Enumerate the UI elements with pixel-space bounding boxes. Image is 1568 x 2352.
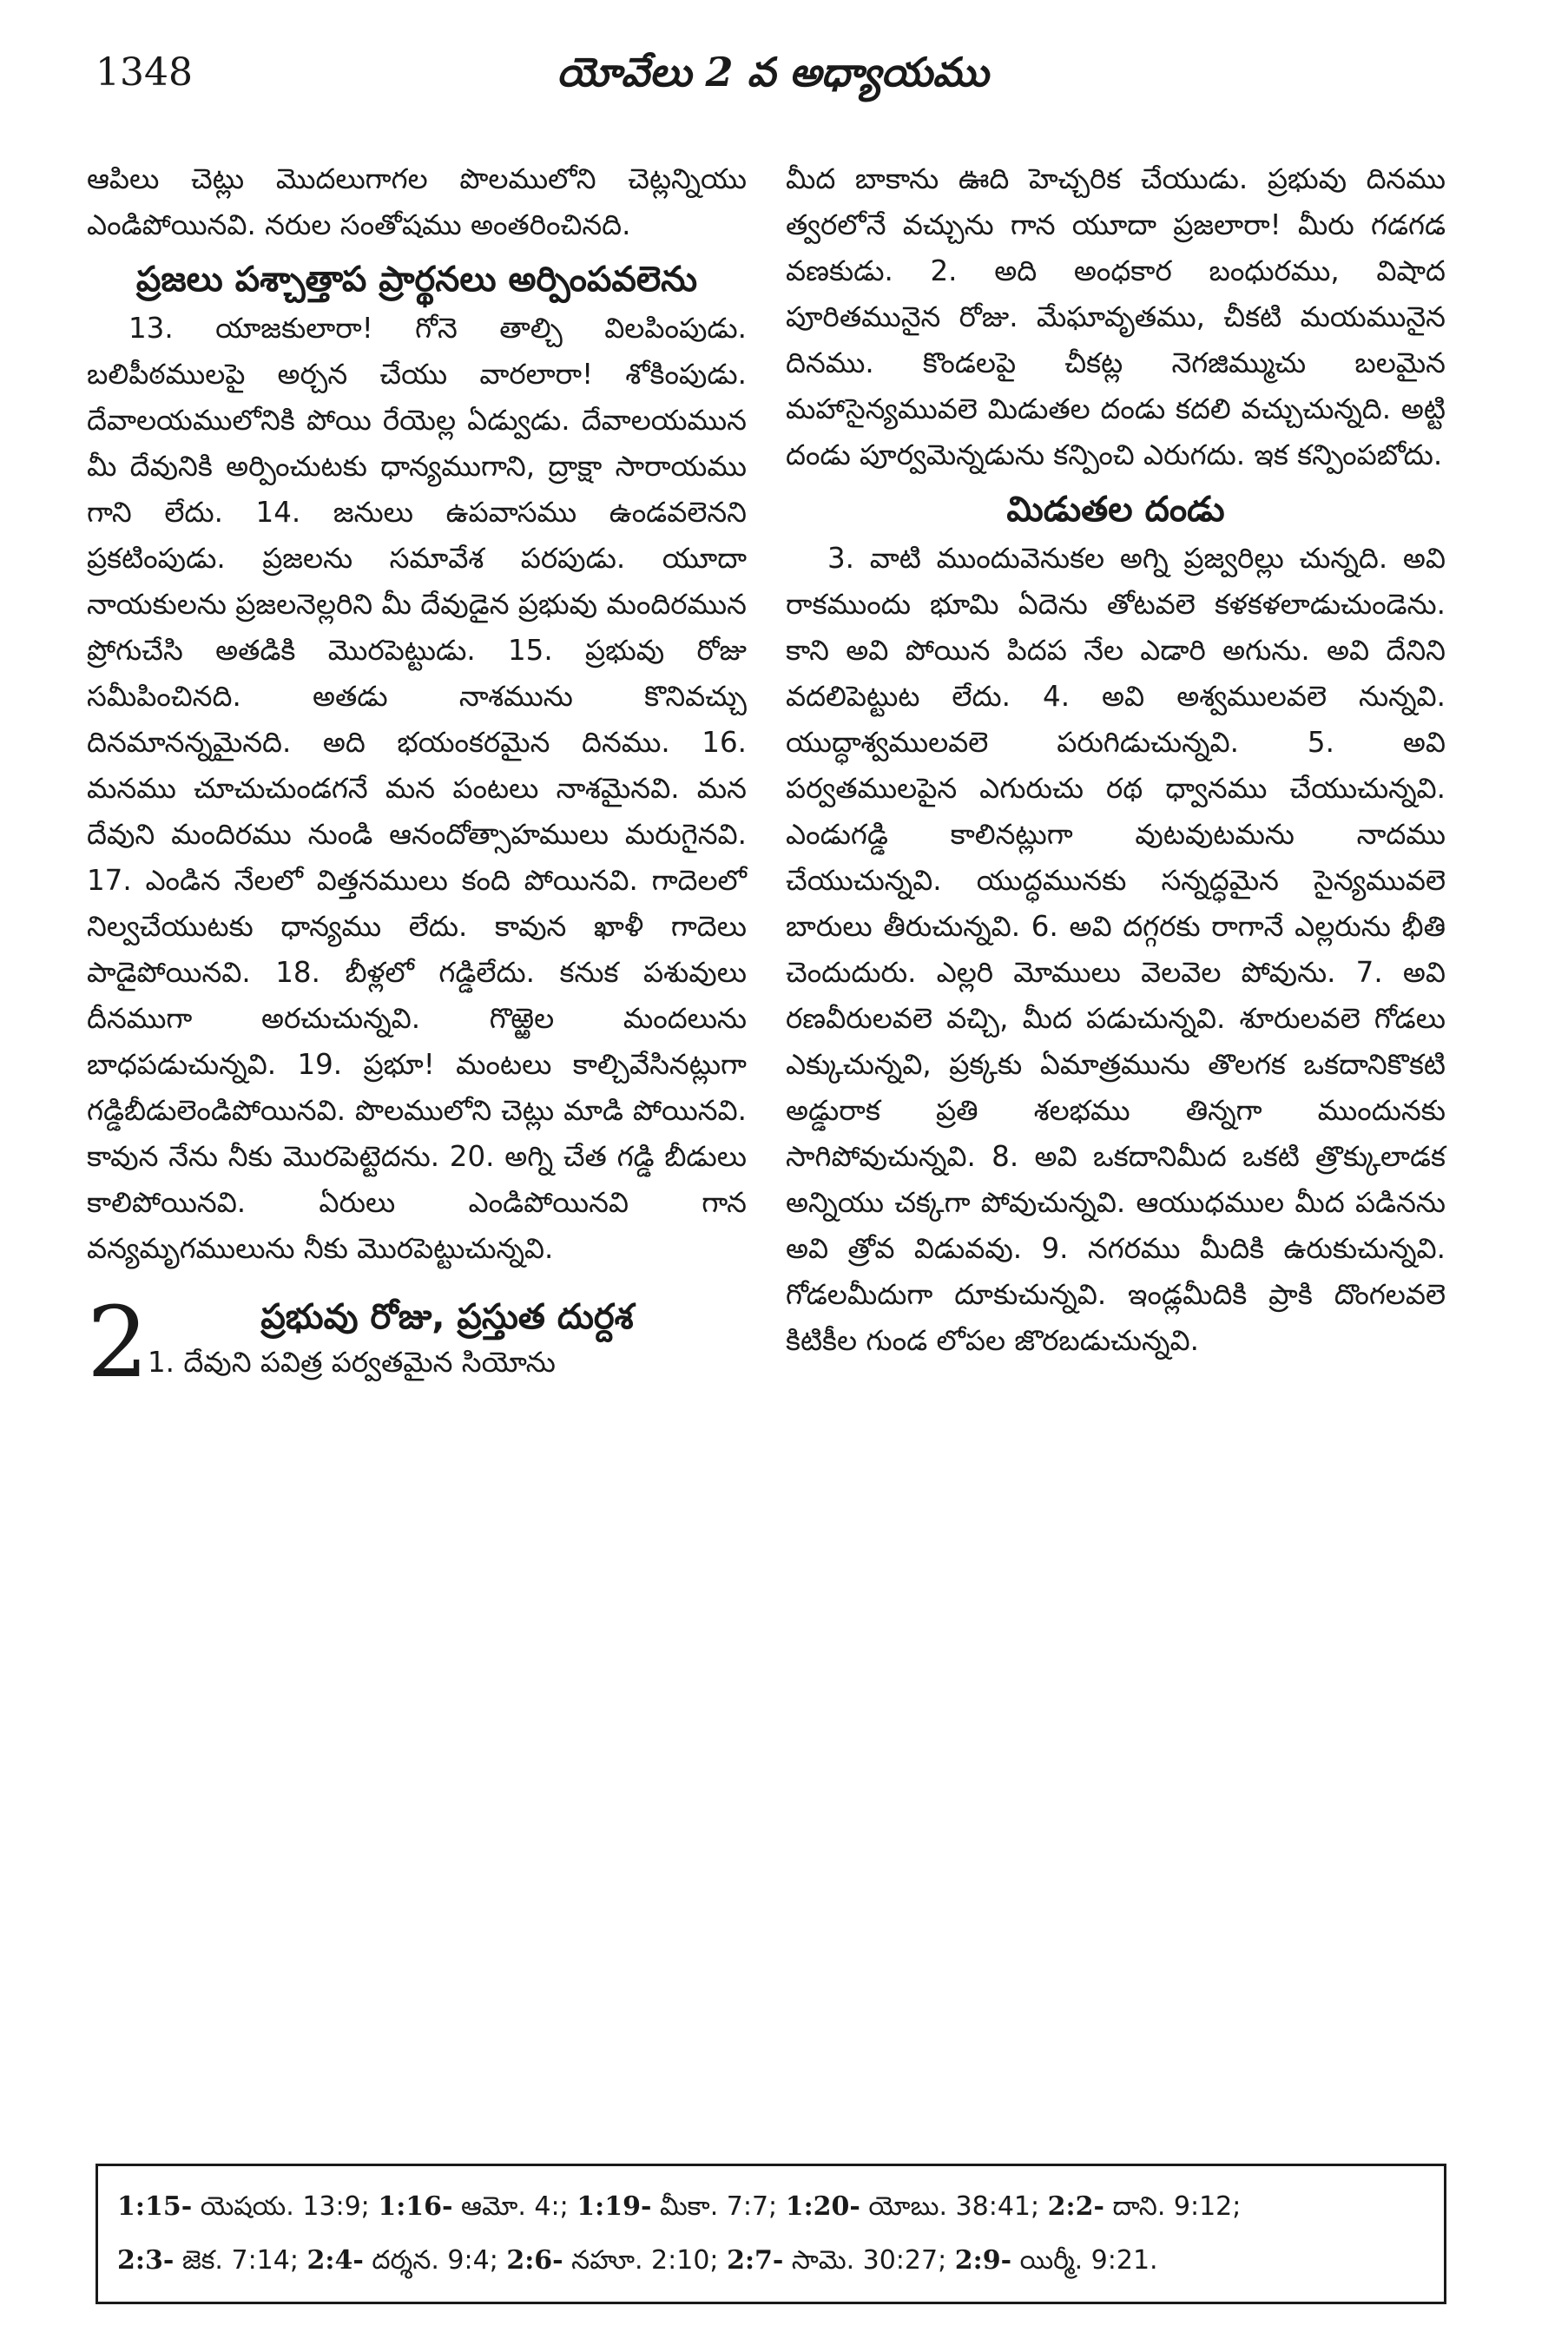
cross-reference-text: యెషయ. 13:9; [192,2191,379,2222]
intro-paragraph: ఆపిలు చెట్లు మొదలుగాగల పొలములోని చెట్లన్నియు ఎండిపోయినవి. నరుల సంతోషము అంతరించినది. [87,162,747,241]
chapter-number: 2 [87,1287,149,1400]
cross-reference-key: 2:3- [117,2245,175,2276]
cross-reference-line-1 [117,2180,1425,2234]
cross-reference-box [96,2164,1446,2304]
cross-reference-line-2 [117,2234,1425,2288]
cross-reference-text: దాని. 9:12; [1104,2191,1242,2222]
cross-reference-text: జెక. 7:14; [174,2245,307,2276]
verses-1-2-continued-paragraph: మీద బాకాను ఊది హెచ్చరిక చేయుడు. ప్రభువు దినము త్వరలోనే వచ్చును గాన యూదా ప్రజలారా! మీరు గడగడ వణకుడు. 2. అది అంధకార బంధురము, విషాద పూరితమునైన రోజు. మేఘావృతము, చీకటి మయమునైన దినము. కొండలపై చీకట్ల నెగజిమ్ముచు బలమైన మహాసైన్యమువలె మిడుతల దండు కదలి వచ్చుచున్నది. అట్టి దండు పూర్వమెన్నడును కన్పించి ఎరుగదు. ఇక కన్పింపబోదు. [786,162,1446,471]
cross-reference-key: 1:19- [576,2191,652,2222]
verses-3-9-paragraph: 3. వాటి ముందువెనుకల అగ్ని ప్రజ్వరిల్లు చున్నది. అవి రాకముందు భూమి ఏదెను తోటవలె కళకళలాడుచుండెను. కాని అవి పోయిన పిదప నేల ఎడారి అగును. అవి దేనిని వదలిపెట్టుట లేదు. 4. అవి అశ్వములవలె నున్నవి. యుద్ధాశ్వములవలె పరుగిడుచున్నవి. 5. అవి పర్వతములపైన ఎగురుచు రథ ధ్వానము చేయుచున్నవి. ఎండుగడ్డి కాలినట్లుగా వుటవుటమను నాదము చేయుచున్నవి. యుద్ధమునకు సన్నద్ధమైన సైన్యమువలె బారులు తీరుచున్నవి. 6. అవి దగ్గరకు రాగానే ఎల్లరును భీతి చెందుదురు. ఎల్లరి మోములు వెలవెల పోవును. 7. అవి రణవీరులవలె వచ్చి, మీద పడుచున్నవి. శూరులవలె గోడలు ఎక్కుచున్నవి, ప్రక్కకు ఏమాత్రమును తొలగక ఒకదానికొకటి అడ్డురాక ప్రతి శలభము తిన్నగా ముందునకు సాగిపోవుచున్నవి. 8. అవి ఒకదానిమీద ఒకటి త్రొక్కులాడక అన్నియు చక్కగా పోవుచున్నవి. ఆయుధముల మీద పడినను అవి త్రోవ విడువవు. 9. నగరము మీదికి ఉరుకుచున్నవి. గోడలమీదుగా దూకుచున్నవి. ఇండ్లమీదికి ప్రాకి దొంగలవలె కిటికీల గుండ లోపల జొరబడుచున్నవి. [786,542,1446,1357]
page-header [96,35,1450,113]
cross-reference-text: సామె. 30:27; [783,2245,955,2276]
cross-reference-text: ఆమో. 4:; [452,2191,577,2222]
cross-reference-key: 2:4- [306,2245,364,2276]
cross-reference-text: యిర్మీ. 9:21. [1011,2245,1158,2276]
page-number: 1348 [96,50,193,95]
page-title: యోవేలు 2 వ అధ్యాయము [557,49,989,96]
cross-reference-key: 1:15- [117,2191,193,2222]
chapter-2-heading: ప్రభువు రోజు, ప్రస్తుత దుర్దశ [260,1297,634,1337]
cross-reference-key: 1:20- [785,2191,860,2222]
cross-reference-key: 2:2- [1047,2191,1104,2222]
section-heading-repentance: ప్రజలు పశ్చాత్తాప ప్రార్థనలు అర్పింపవలెను [135,260,698,300]
section-heading-locusts: మిడుతల దండు [1006,490,1225,530]
cross-reference-text: దర్శన. 9:4; [363,2245,507,2276]
verses-13-20-paragraph: 13. యాజకులారా! గోనె తాల్చి విలపింపుడు. బలిపీఠములపై అర్చన చేయు వారలారా! శోకింపుడు. దేవాలయములోనికి పోయి రేయెల్ల ఏడ్వుడు. దేవాలయమున మీ దేవునికి అర్పించుటకు ధాన్యముగాని, ద్రాక్షా సారాయము గాని లేదు. 14. జనులు ఉపవాసము ఉండవలెనని ప్రకటింపుడు. ప్రజలను సమావేశ పరపుడు. యూదా నాయకులను ప్రజలనెల్లరిని మీ దేవుడైన ప్రభువు మందిరమున ప్రోగుచేసి అతడికి మొరపెట్టుడు. 15. ప్రభువు రోజు సమీపించినది. అతడు నాశమును కొనివచ్చు దినమానన్నమైనది. అది భయంకరమైన దినము. 16. మనము చూచుచుండగనే మన పంటలు నాశమైనవి. మన దేవుని మందిరము నుండి ఆనందోత్సాహములు మరుగైనవి. 17. ఎండిన నేలలో విత్తనములు కంది పోయినవి. గాదెలలో నిల్వచేయుటకు ధాన్యము లేదు. కావున ఖాళీ గాదెలు పాడైపోయినవి. 18. బీళ్లలో గడ్డిలేదు. కనుక పశువులు దీనముగా అరచుచున్నవి. గొఱ్ఱెల మందలును బాధపడుచున్నవి. 19. ప్రభూ! మంటలు కాల్చివేసినట్లుగా గడ్డిబీడులెండిపోయినవి. పొలములోని చెట్లు మాడి పోయినవి. కావున నేను నీకు మొరపెట్టెదను. 20. అగ్ని చేత గడ్డి బీడులు కాలిపోయినవి. ఏరులు ఎండిపోయినవి గాన వన్యమృగములును నీకు మొరపెట్టుచున్నవి. [87,312,747,1265]
cross-reference-text: యోబు. 38:41; [860,2191,1048,2222]
left-column [87,156,747,1400]
cross-reference-key: 2:9- [954,2245,1012,2276]
cross-reference-key: 2:6- [506,2245,563,2276]
cross-reference-key: 2:7- [727,2245,784,2276]
cross-reference-text: నహూ. 2:10; [563,2245,728,2276]
right-column [786,156,1446,1364]
chapter-first-line: 1. దేవుని పవిత్ర పర్వతమైన సియోను [148,1346,556,1379]
cross-reference-key: 1:16- [378,2191,453,2222]
cross-reference-text: మీకా. 7:7; [651,2191,786,2222]
